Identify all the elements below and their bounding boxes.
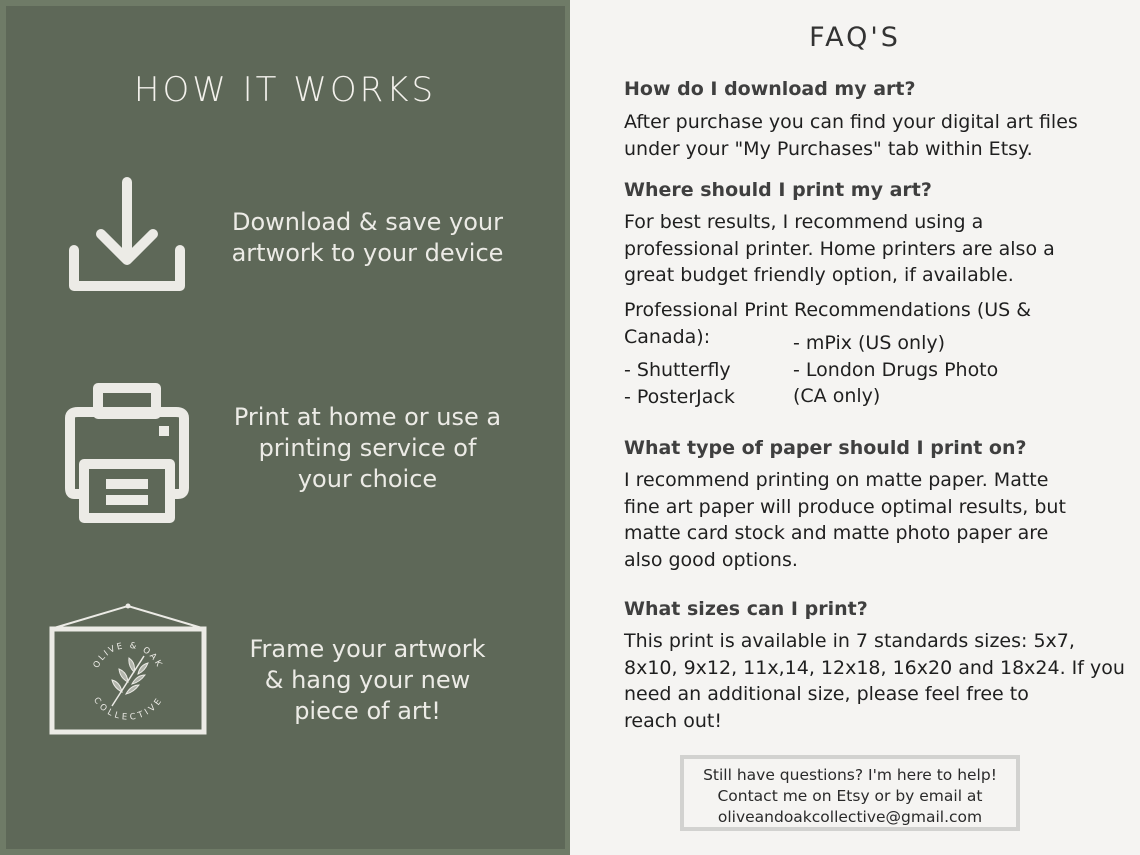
- faq-panel: [570, 0, 1140, 855]
- faq-answer-paper: I recommend printing on matte paper. Matte fine art paper will produce optimal results, but matte card stock and matte photo paper are also good options.: [624, 469, 1066, 571]
- step-print-text: Print at home or use a printing service of your choice: [233, 403, 502, 493]
- faq-answer-download: After purchase you can find your digital art files under your "My Purchases" tab within Etsy.: [624, 111, 1078, 160]
- faq-question-download: How do I download my art?: [624, 78, 916, 100]
- frame-logo-top: OLIVE & OAK: [91, 640, 165, 670]
- download-icon: [68, 176, 186, 292]
- help-email[interactable]: oliveandoakcollective@gmail.com: [717, 808, 983, 826]
- frame-logo-bottom: COLLECTIVE: [91, 695, 165, 723]
- faq-question-print: Where should I print my art?: [624, 179, 932, 201]
- contact-help-box: [680, 755, 1020, 831]
- step-frame-text: Frame your artwork & hang your new piece of art!: [249, 635, 486, 725]
- step-download-text: Download & save your artwork to your device: [231, 208, 504, 267]
- faq-question-sizes: What sizes can I print?: [624, 598, 868, 620]
- faq-title: FAQ'S: [809, 22, 901, 53]
- faq-answer-sizes: This print is available in 7 standards sizes: 5x7, 8x10, 9x12, 11x,14, 12x18, 16x20 and 18x24. If you need an additional size, please feel free to reach out!: [624, 630, 1125, 732]
- faq-answer-print: For best results, I recommend using a professional printer. Home printers are also a great budget friendly option, if available.: [624, 211, 1055, 286]
- printer-icon: [64, 382, 190, 524]
- how-it-works-title: HOW IT WORKS: [133, 70, 437, 110]
- faq-question-paper: What type of paper should I print on?: [624, 437, 1027, 459]
- print-recommendations-right: - mPix (US only) - London Drugs Photo (CA only): [793, 332, 999, 407]
- print-recommendations-heading: Professional Print Recommendations (US & Canada):: [624, 299, 1032, 348]
- help-line: Contact me on Etsy or by email at: [717, 787, 983, 805]
- print-recommendations-left: - Shutterfly - PosterJack: [624, 359, 735, 408]
- help-line: Still have questions? I'm here to help!: [703, 766, 997, 784]
- hanging-frame-icon: [48, 600, 208, 736]
